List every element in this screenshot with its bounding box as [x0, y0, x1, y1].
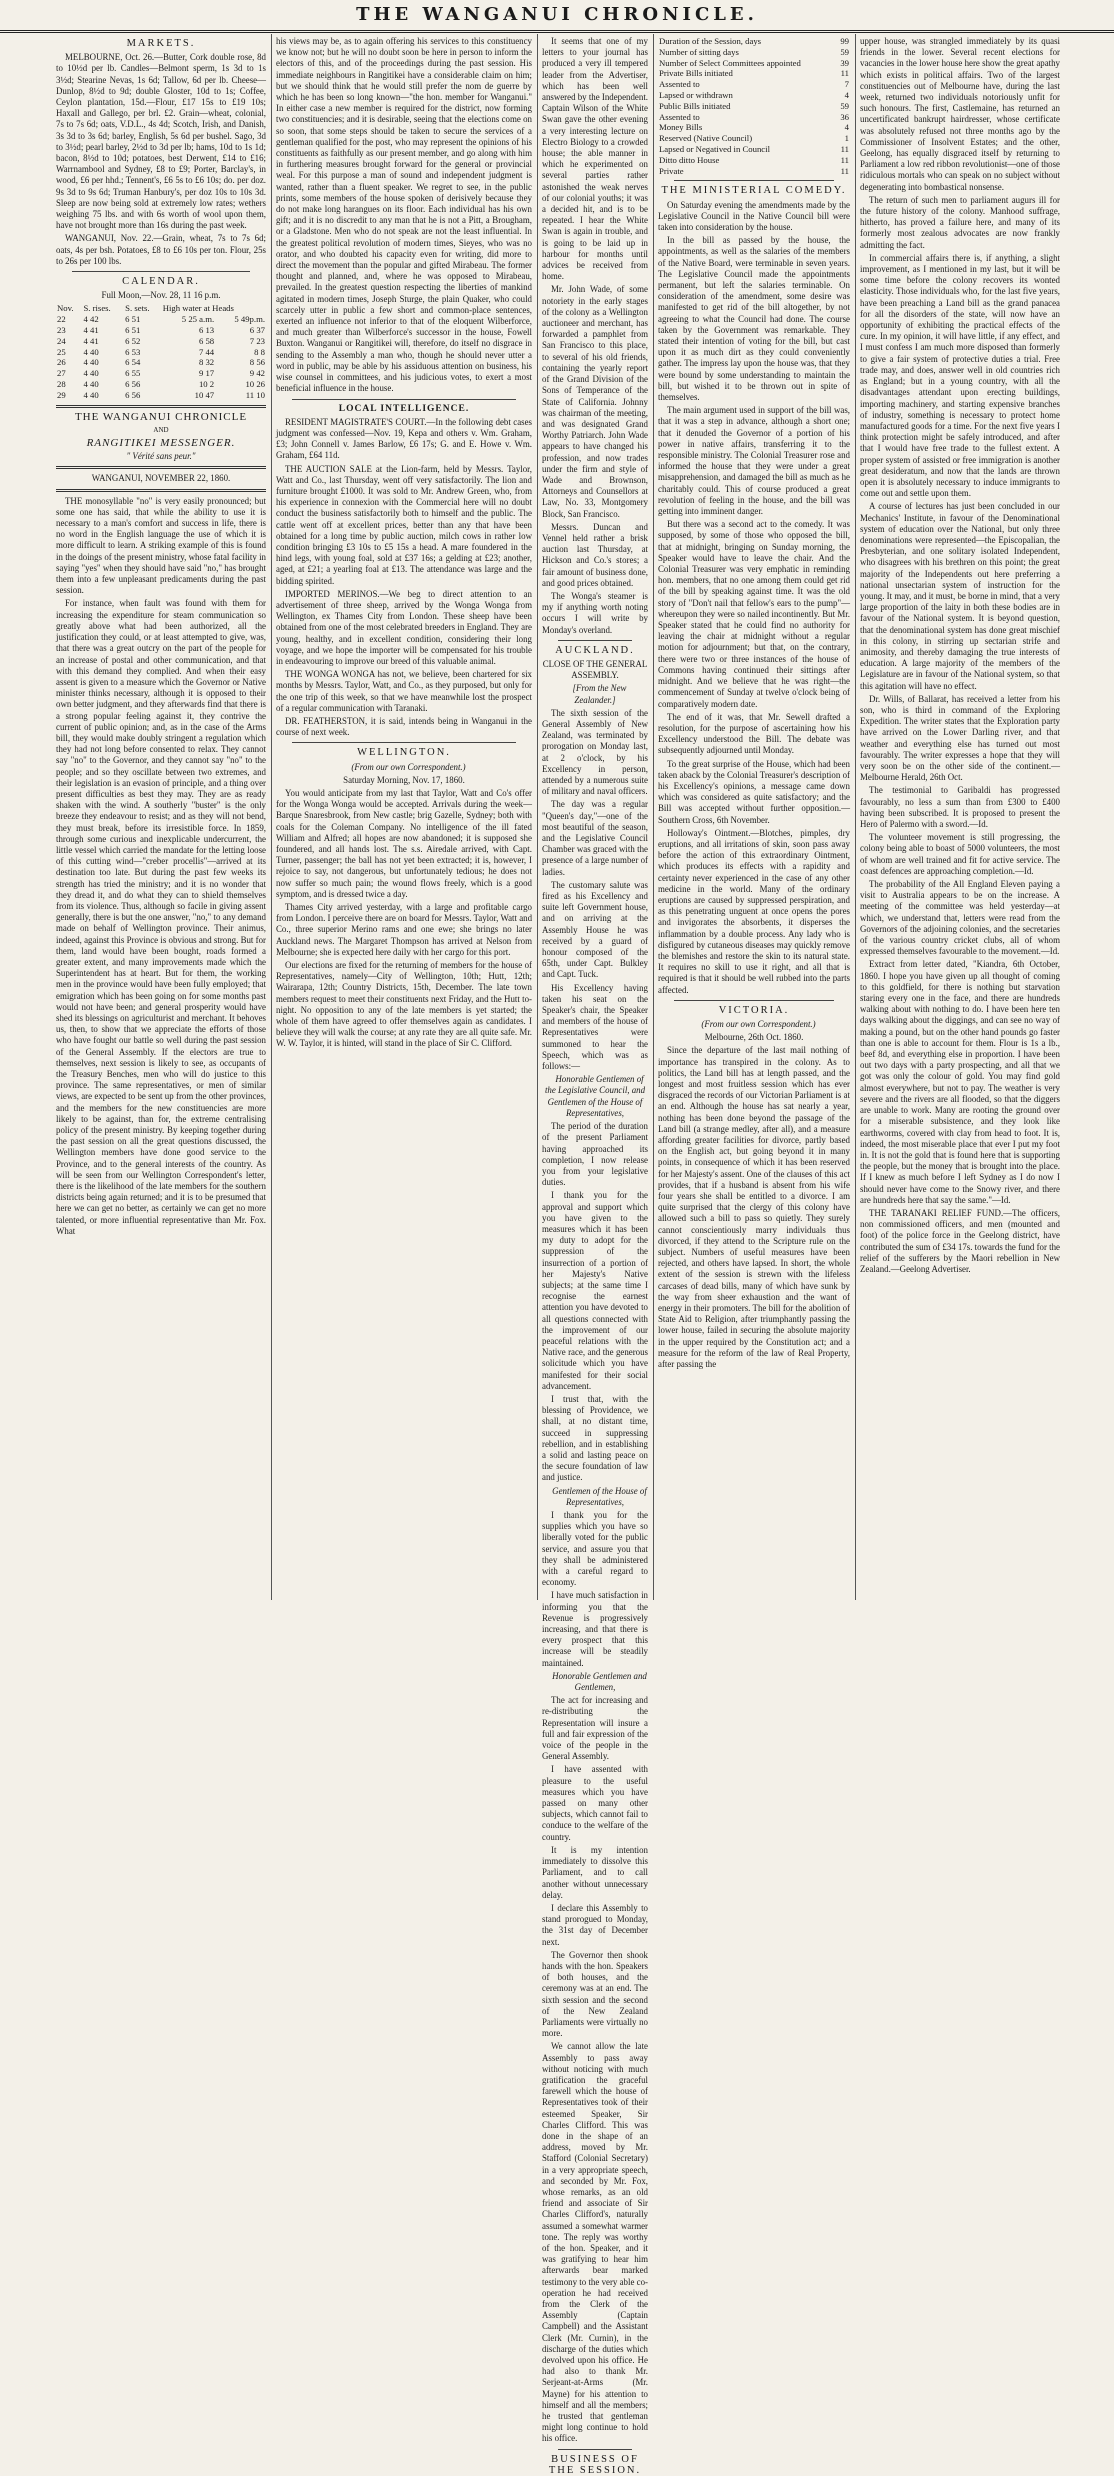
calendar-cell: 8 32 [198, 357, 215, 368]
wellington-paragraph: It seems that one of my letters to your journal has produced a very ill tempered leader from the Advertiser, which has been well answered by the Independent. Captain Wilson of the White Swan gave the other evening a very interesting lecture on Electro Biology to a crowded house; the able manner in which he experimented on several parties rather astonished the weak nerves of our colonial youths; it was a decided hit, and is to be repeated. I hear the White Swan is again in trouble, and is going to be laid up in harbour for months until advices be received from home. [542, 36, 648, 282]
wellington-source: (From our own Correspondent.) [351, 761, 466, 772]
auckland-address: Honorable Gentlemen and Gentlemen, [552, 1670, 647, 1693]
business-label: Number of Select Committees appointed [659, 57, 801, 68]
wellington-paragraph: You would anticipate from my last that Taylor, Watt and Co's offer for the Wonga Wonga would be accepted. Arrivals during the week—Barque Snaresbrook, from New castle; brig Gazelle, Sydney; both with coals for the Coleman Company. No intelligence of the ill fated William and Alfred; all hopes are now abandoned; it is supposed she foundered, and all hands lost. The s.s. Airedale arrived, with Capt. Turner, passenger; the ball has not yet been extracted; it is, however, I rejoice to say, not dangerous, but unfortunately tedious; he does not now suffer so much pain; the wound flows freely, which is a good symptom, and is dressed twice a day. [276, 788, 532, 899]
calendar-row [56, 390, 266, 401]
auckland-subheading: CLOSE OF THE GENERAL ASSEMBLY. [542, 658, 648, 681]
calendar-row [56, 325, 266, 336]
victoria-heading: VICTORIA. [718, 1004, 790, 1016]
calendar-cell: 4 42 [83, 314, 99, 325]
markets-paragraph: WANGANUI, Nov. 22.—Grain, wheat, 7s to 7s 6d; oats, 4s per bsh. Potatoes, £8 to £6 10s per ton. Flour, 25s to 26s per 100 lbs. [56, 233, 266, 266]
business-value: 4 [844, 122, 849, 133]
divider [292, 399, 516, 400]
wellington-paragraph: Messrs. Duncan and Vennel held rather a brisk auction last Thursday, at Hickson and Co.'s stores; a fair amount of business done, and good prices obtained. [542, 521, 648, 588]
business-value: 99 [840, 36, 849, 46]
paper-subtitle: RANGITIKEI MESSENGER. [86, 437, 236, 450]
victoria-source: (From our own Correspondent.) [701, 1018, 816, 1029]
business-value: 39 [840, 57, 849, 68]
calendar-cell: 5 25 a.m. [181, 314, 215, 325]
business-label: Public Bills initiated [659, 100, 731, 111]
auckland-paragraph: I declare this Assembly to stand prorogued to Monday, the 31st day of December next. [542, 1902, 648, 1947]
auckland-paragraph: The period of the duration of the present Parliament having approached its completion, I now release you from your legislative duties. [542, 1121, 648, 1188]
moon-phase: Full Moon,—Nov. 28, 11 16 p.m. [101, 290, 221, 301]
calendar-cell: 6 37 [249, 325, 265, 336]
paper-title: THE WANGANUI CHRONICLE [74, 410, 248, 423]
business-row [658, 155, 850, 166]
paper-motto: " Vérité sans peur." [126, 451, 196, 462]
victoria-paragraph: Extract from letter dated, "Kiandra, 6th October, 1860. I hope you have given up all thought of coming to this goldfield, for there is nothing but starvation staring every one in the face, and there are hundreds walking about with nothing to do. I have been here ten days walking about the diggings, and can see no way of making a pound, but on the other hand pounds go faster than one is able to account for them. Flour is 1s a lb., beef 8d, and everything else in proportion. I have been out two days with a party prospecting, and all that we got was only the colour of gold. You may find gold almost everywhere, but not to pay. The weather is very severe and the rivers are all flooded, so that the diggers are unable to work. Many are rooting the ground over for a miserable subsistence, and they look like earthworms, covered with clay from head to foot. It is, indeed, the most miserable place that ever I put my foot in. It is not the gold that is found here that is supporting the people, but the money that is brought into the place. If I knew as much before I left Sydney as I do now I should never have come to the Snowy river, and there are hundreds here that say the same."—Id. [860, 959, 1060, 1205]
ministerial-paragraph: On Saturday evening the amendments made by the Legislative Council in the Native Council bill were taken into consideration by the house. [658, 199, 850, 232]
calendar-cell: 10 47 [194, 389, 215, 400]
business-row [658, 90, 850, 101]
auckland-paragraph: His Excellency having taken his seat on the Speaker's chair, the Speaker and members of the house of Representatives were summoned to hear the Speech, which was as follows:— [542, 982, 648, 1072]
masthead [0, 0, 1114, 33]
business-row [658, 36, 850, 47]
auckland-paragraph: We cannot allow the late Assembly to pass away without noticing with much gratification the graceful farewell which the house of Representatives took of their esteemed Speaker, Sir Charles Clifford. This was done in the shape of an address, moved by Mr. Stafford (Colonial Secretary) in a very appropriate speech, and seconded by Mr. Fox, whose remarks, as an old friend and associate of Sir Charles Clifford's, naturally assumed a somewhat warmer tone. The reply was worthy of the hon. Speaker, and it was gratifying to hear him afterwards bear marked testimony to the very able co-operation he had received from the Clerk of the Assembly (Captain Campbell) and the Assistant Clerk (Mr. Curnin), in the discharge of the duties which devolved upon his office. He had also to thank Mr. Serjeant-at-Arms (Mr. Mayne) for his attention to himself and all the members; he trusted that gentleman might long continue to hold his office. [542, 2041, 648, 2444]
business-label: Money Bills [659, 122, 703, 133]
divider [72, 271, 250, 272]
business-label: Private [659, 165, 684, 176]
calendar-cell: 7 23 [249, 335, 265, 346]
business-row [658, 122, 850, 133]
calendar-header: Nov. [57, 303, 74, 314]
victoria-paragraph: The testimonial to Garibaldi has progressed favourably, no less a sum than from £300 to £400 having been subscribed. It is proposed to present the Hero of Palermo with a sword.—Id. [860, 785, 1060, 830]
column-rule [271, 34, 272, 1600]
auckland-address: Gentlemen of the House of Representatives, [552, 1485, 647, 1507]
business-value: 1 [844, 133, 849, 144]
ministerial-heading: THE MINISTERIAL COMEDY. [661, 185, 847, 197]
auckland-paragraph: I trust that, with the blessing of Providence, we shall, at no distant time, succeed in suppressing rebellion, and in establishing a solid and lasting peace on the secure foundation of law and justice. [542, 1393, 648, 1483]
calendar-row [56, 357, 266, 368]
business-value: 11 [840, 68, 849, 79]
business-label: Assented to [659, 111, 700, 122]
calendar-cell: 25 [57, 346, 66, 357]
victoria-paragraph: The return of such men to parliament augurs ill for the future history of the colony. Manhood suffrage, hitherto, has proved a failure here, and many of its formerly most zealous advocates are now frankly admitting the fact. [860, 194, 1060, 250]
calendar-cell: 22 [57, 314, 66, 325]
business-value: 59 [840, 100, 849, 111]
calendar-cell: 4 40 [83, 379, 99, 390]
calendar-row [56, 379, 266, 390]
wellington-paragraph: Our elections are fixed for the returning of members for the house of Representatives, namely—City of Wellington, 10th; Hutt, 12th; Wairarapa, 12th; Country Districts, 15th, December. The late town members request to meet their constituents next Friday, and the Hutt to-night. No opposition to any of the late members is yet started; the whole of them have agreed to offer themselves again as candidates. I believe they will walk the course; at any rate they are all quite safe. Mr. W. W. Taylor, it is hinted, will stand in the place of Sir C. Clifford. [276, 960, 532, 1049]
calendar-cell: 29 [57, 389, 66, 400]
business-value: 36 [840, 111, 849, 122]
business-label: Lapsed or withdrawn [659, 89, 733, 100]
auckland-address: Honorable Gentlemen of the Legislative Council, and Gentlemen of the House of Representatives, [544, 1074, 646, 1118]
calendar-cell: 5 49p.m. [234, 314, 265, 325]
divider [56, 489, 266, 492]
business-row [658, 101, 850, 112]
business-value: 4 [844, 89, 849, 100]
business-row [658, 112, 850, 123]
calendar-cell: 11 10 [245, 389, 265, 400]
divider [558, 640, 632, 641]
victoria-dateline: Melbourne, 26th Oct. 1860. [704, 1032, 804, 1043]
business-heading: BUSINESS OF THE SESSION. [548, 2453, 642, 2476]
calendar-cell: 4 40 [83, 346, 99, 357]
wellington-paragraph: The Wonga's steamer is my if anything worth noting occurs I will write by Monday's overland. [542, 590, 648, 635]
column-2 [276, 36, 532, 1600]
business-label: Lapsed or Negatived in Council [659, 143, 770, 154]
ministerial-paragraph: To the great surprise of the House, which had been taken aback by the Colonial Treasurer's description of his Excellency's opinions, a message came down which was considered as quite satisfactory; and the Bill was accepted without further opposition.—Southern Cross, 6th November. [658, 758, 850, 825]
victoria-paragraph: The probability of the All England Eleven paying a visit to Australia appears to be on the increase. A meeting of the committee was held yesterday—at which, we understand that, letters were read from the Governors of the adjoining colonies, and the secretaries of the various country cricket clubs, all of whom expressed themselves favourable to the movement.—Id. [860, 879, 1060, 957]
ministerial-paragraph: In the bill as passed by the house, the appointments, as well as the salaries of the members of the Native Board, were terminable in seven years. The Legislative Council made the appointments permanent, but left the salaries terminable. On consideration of the amendment, some desire was manifested to get rid of the bill altogether, by not agreeing to what the Council had done. The course taken by the Government was remarkable. They stated their intention of voting for the bill, but cast upon it as much dirt as they could conveniently gather. The impress lay upon the house was, that they were bound by some understanding to maintain the bill, but wished it to be thrown out in spite of themselves. [658, 235, 850, 403]
calendar-cell: 4 40 [83, 357, 99, 368]
business-row [658, 68, 850, 79]
calendar-header: S. rises. [83, 303, 111, 314]
business-label: Duration of the Session, days [659, 36, 762, 46]
calendar-row [56, 336, 266, 347]
column-1 [56, 36, 266, 1600]
auckland-paragraph: The sixth session of the General Assembly of New Zealand, was terminated by prorogation on Monday last, at 2 o'clock, by his Excellency in person, attended by a numerous suite of military and naval officers. [542, 707, 648, 797]
ministerial-paragraph: The main argument used in support of the bill was, that it was a step in advance, although a short one; that it denuded the Governor of a portion of his power in native affairs, transferring it to the responsible ministry. The Colonial Treasurer rose and informed the house that they were under a great misapprehension, and damaged the bill as much as he charitably could. This of course produced a great revolution of feeling in the house, and the bill was getting into imminent danger. [658, 405, 850, 517]
local-paragraph: IMPORTED MERINOS.—We beg to direct attention to an advertisement of three sheep, arrived by the Wonga Wonga from Wellington, ex Thames City from London. These sheep have been obtained from one of the most celebrated breeders in England. They are young, healthy, and in excellent condition, considering their long voyage, and we hope the importer will be compensated for his trouble in endeavouring to improve our breed of this valuable animal. [276, 588, 532, 666]
auckland-paragraph: It is my intention immediately to dissolve this Parliament, and to call another without unnecessary delay. [542, 1844, 648, 1900]
calendar-cell: 6 56 [125, 379, 141, 390]
business-value: 11 [840, 143, 849, 154]
masthead-title: THE WANGANUI CHRONICLE. [356, 4, 758, 25]
calendar-cell: 4 40 [83, 389, 99, 400]
calendar-cell: 9 42 [249, 368, 265, 379]
divider [674, 180, 834, 181]
business-row [658, 166, 850, 177]
business-row [658, 58, 850, 69]
business-label: Number of sitting days [659, 46, 739, 57]
victoria-paragraph: The volunteer movement is still progressing, the colony being able to boast of 5000 volunteers, the most of whom are well trained and fit for active service. The coast defences are approaching completion.—Id. [860, 832, 1060, 876]
wellington-paragraph: Mr. John Wade, of some notoriety in the early stages of the colony as a Wellington auctioneer and merchant, has forwarded a pamphlet from San Francisco to this place, to several of his old friends, containing the yearly report of the Grand Division of the Sons of Temperance of the State of California. Johnny was chairman of the meeting, and was designated Grand Worthy Patriarch. John Wade appears to have changed his profession, and now trades under the firm and style of Wade and Brownson, Attorneys and Counsellors at Law, No. 33, Montgomery Block, San Francisco. [542, 284, 648, 519]
column-rule [855, 34, 856, 1600]
wellington-heading: WELLINGTON. [357, 747, 451, 759]
column-4 [658, 36, 850, 1600]
calendar-cell: 6 56 [125, 389, 141, 400]
calendar-table [56, 303, 266, 400]
auckland-paragraph: The act for increasing and re-distributing the Representation will insure a full and fair expression of the voice of the people in the General Assembly. [542, 1695, 648, 1762]
calendar-row [56, 347, 266, 358]
business-label: Assented to [659, 79, 700, 90]
calendar-row [56, 368, 266, 379]
local-paragraph: RESIDENT MAGISTRATE'S COURT.—In the following debt cases judgment was confessed—Nov. 19, Kepa and others v. Wm. Graham, £3; John Connell v. James Barlow, £6 17s; G. and E. Howe v. Wm. Graham, £64 11d. [276, 416, 532, 461]
calendar-row [56, 314, 266, 325]
auckland-paragraph: I thank you for the approval and support which you have given to the measures which it has been my duty to adopt for the suppression of the insurrection of a portion of her Majesty's Native subjects; at the same time I recognise the earnest attention you have devoted to all questions connected with the improvement of our peaceful relations with the Native race, and the generous solicitude which you have manifested for their social advancement. [542, 1190, 648, 1391]
calendar-cell: 10 26 [245, 379, 265, 390]
column-rule [537, 34, 538, 1600]
column-5 [860, 36, 1060, 1600]
wellington-dateline: Saturday Morning, Nov. 17, 1860. [343, 774, 465, 785]
business-value: 11 [840, 154, 849, 165]
calendar-cell: 28 [57, 379, 66, 390]
column-rule [653, 34, 654, 1600]
wellington-paragraph: Thames City arrived yesterday, with a large and profitable cargo from London. I perceive there are on board for Messrs. Taylor, Watt and Co., three superior Merino rams and one ewe; she brings no later Auckland news. The Margaret Thompson has arrived at Nelson from Melbourne; she is expected here daily with her cargo for this port. [276, 902, 533, 957]
divider [56, 405, 266, 408]
victoria-paragraph: In commercial affairs there is, if anything, a slight improvement, as I mentioned in my last, but it will be some time before the colony recovers its wonted elasticity. Those individuals who, for the last five years, have been preaching a Land bill as the grand panacea for all the disorders of the state, will now have an opportunity of exhibiting the practical effects of the cure. In my opinion, it will have little, if any effect, and I must confess I am much more disposed than formerly to give a fair system of protective duties a trial. Free trade may, and does, answer well in old countries rich as England; but in a young country, with all the disadvantages attendant upon erecting buildings, importing machinery, and starting expensive branches of industry, something is necessary to protect home manufactured goods for a time. For the next five years I think protection might be safely introduced, and after that I would have free trade to the fullest extent. A proper system of assisted or free immigration is another great desideratum, and now that the lands are thrown open it is absolutely necessary to induce immigrants to come out and settle upon them. [860, 252, 1060, 499]
calendar-cell: 6 58 [198, 335, 215, 346]
calendar-cell: 23 [57, 325, 66, 336]
business-row [658, 47, 850, 58]
auckland-paragraph: The Governor then shook hands with the hon. Speakers of both houses, and the ceremony was at an end. The sixth session and the second of the New Zealand Parliaments were virtually no more. [542, 1949, 648, 2039]
leader-paragraph: THE monosyllable "no" is very easily pronounced; but some one has said, that while the ability to use it is necessary to a man's comfort and success in life, there is no word in the English language the use of which it is more difficult to learn. A striking example of this is found in the doings of the present ministry, whose fatal facility in saying "yes" when they should have said "no," has brought them into a few unpleasant predicaments during the past session. [56, 495, 266, 596]
business-label: Ditto ditto House [659, 154, 720, 165]
column-3 [542, 36, 648, 2476]
leader-paragraph: For instance, when fault was found with them for increasing the expenditure for steam communication so greatly above what had been authorized, all the justification they could, or at least attempted to give, was, that there was a great outcry on the part of the people for an increase of postal and other communication, and that with this demand they complied. And when their easy assent is given to a measure which the Governor or Native minister thinks necessary, although it is opposed to their own better judgment, and they afterwards find that there is a strong popular feeling against it, they contrive the current of public opinion; and, as in the case of the Arms bill, they would make doubly stringent a regulation which they had not long before consented to relax. They cannot say "no" to the Governor, and they cannot say "no" to the people; and so they oscillate between two extremes, and their legislation is an evasion of principle, and a thing over present difficulties as best they may. They are as ready shaken with the wind. A southerly "buster" is the only breeze they endeavour to resist; and as they will not bend, they must break, before its irresistible force. In 1859, through some curious and inexplicable undercurrent, the little vessel which carried the mandate for the letting loose of this cutting wind—"creber procellis"—arrived at its destination too late. But during the past few weeks its strength has tried the ministry; and it is no wonder that they dread it, and do what they can to shield themselves from its violence. Thus, although so facile in giving assent generally, there is but the one answer, "no," to any demand made on behalf of Wellington province. Their animus, indeed, against this Province is obvious and strong. But for them, land would have been bought, roads formed a greater extent, and many improvements made which the Superintendent has at heart. But for them, the working men in the province would have been fully employed; that emigration which has been going on for some months past would not have been; and general prosperity would have shed its blessings on agriculturist and merchant. It behoves us, then, to show that we appreciate the efforts of those who have fought our battle so well during the past session of the General Assembly. If the electors are true to themselves, next session is likely to see, as occupants of the Treasury Benches, men who will do justice to this province. The same representatives, or men of similar views, are expected to be sent up from the other provinces, and the members for the new constituencies are more likely to be against, than for, the extreme centralising policy of the present ministry. By keeping together during the past session on all the great questions discussed, the Wellington members have done good service to the Province, and to the general interests of the country. As will be seen from our Wellington Correspondent's letter, there is the likelihood of the late members for the southern districts being again returned; and it is to be presumed that here we can get no better, as certainly we can get no more talented, or more influential representative than Mr. Fox. What [56, 598, 266, 1236]
ministerial-paragraph: But there was a second act to the comedy. It was supposed, by some of those who opposed the bill, that at midnight, bringing on Sunday morning, the Speaker would have to leave the chair. And the Colonial Treasurer was very emphatic in reminding hon. members, that no one among them could get rid of the bill by speaking against time. It was the old story of "Don't nail that fellow's ears to the pump"—whereupon they were so nailed incontinently. But Mr. Speaker stated that he could find no authority for leaving the chair at midnight without a regular motion for adjournment; but that, on the contrary, there were two or three instances of the house of Commons having continued their sittings after midnight. And we believe that he was right—the commencement of Sunday at twelve o'clock being of comparatively modern date. [658, 519, 850, 709]
calendar-cell: 4 41 [83, 325, 99, 336]
calendar-cell: 27 [57, 368, 66, 379]
calendar-cell: 10 2 [198, 379, 215, 390]
calendar-header-row [56, 303, 266, 314]
business-row [658, 79, 850, 90]
calendar-heading: CALENDAR. [122, 276, 200, 288]
calendar-header: High water at Heads [162, 303, 234, 314]
local-heading: LOCAL INTELLIGENCE. [338, 403, 470, 414]
calendar-cell: 6 52 [125, 335, 141, 346]
business-label: Reserved (Native Council) [659, 133, 753, 144]
victoria-paragraph: Since the departure of the last mail nothing of importance has transpired in the colony. As to politics, the Land bill has at length passed, and the longest and most fruitless session which has ever disgraced the records of our Victorian Parliament is at an end. Although the house has sat nearly a year, nothing has been done beyond the passage of the Land bill (a strange medley, after all), and a measure affording greater facilities for divorce, partly based on the English act, but going beyond it in many points, in consequence of which it has been reserved for her Majesty's assent. One of the clauses of this act provides, that if a husband is absent from his wife four years she shall be entitled to a divorce. I am quite surprised that the clergy of this colony have allowed such a bill to pass so quietly. They surely cannot conscientiously marry individuals thus divorced, if they attend to the Scripture rule on the subject. Numbers of useful measures have been rejected, and others have lapsed. In short, the whole extent of the session is strewn with the lifeless carcases of dead bills, many of which have sunk by the way from sheer exhaustion and the want of energy in their promoters. The bill for the abolition of State Aid to Religion, after triumphantly passing the lower house, failed in securing the absolute majority in the upper required by the Constitution act; and a measure for the reform of the law of Real Property, after passing the [658, 1045, 850, 1370]
auckland-paragraph: I have much satisfaction in informing you that the Revenue is progressively increasing, and that there is every prospect that this increase will be steadily maintained. [542, 1590, 648, 1668]
calendar-cell: 6 51 [125, 325, 141, 336]
calendar-cell: 6 51 [125, 314, 141, 325]
calendar-cell: 6 54 [125, 357, 141, 368]
auckland-paragraph: I thank you for the supplies which you have so liberally voted for the public service, and assure you that they shall be administered with a careful regard to economy. [542, 1510, 648, 1588]
business-row [658, 144, 850, 155]
calendar-cell: 8 56 [249, 357, 265, 368]
local-paragraph: THE WONGA WONGA has not, we believe, been chartered for six months by Messrs. Taylor, Watt, and Co., as they purposed, but only for the one trip of this week, so that we have meanwhile lost the prospect of a regular communication with Taranaki. [276, 669, 532, 713]
victoria-paragraph: Dr. Wills, of Ballarat, has received a letter from his son, who is third in command of the Exploring Expedition. The writer states that the Exploration party have arrived on the Lower Darling river, and that weather and everything else has turned out most favourably. The writer expresses a hope that they will very soon be on the other side of the continent.—Melbourne Herald, 26th Oct. [860, 693, 1060, 783]
markets-paragraph: MELBOURNE, Oct. 26.—Butter, Cork double rose, 8d to 10½d per lb. Candles—Belmont sperm, 1s 3d to 1s 3½d; Stearine Nevas, 1s 6d; Tallow, 6d per lb. Cheese—Dunlop, 8½d to 9d; double Gloster, 10d to 1s; Coffee, Ceylon plantation, 15d.—Flour, £17 15s to £19 10s; Haxall and Gallego, per brl. £2. Grain—wheat, colonial, 7s to 7s 6d; oats, V.D.L., 4s 4d; Scotch, Irish, and Danish, 3s 3d to 3s 6d; barley, English, 5s 6d per bushel. Sago, 3d to 3½d; pearl barley, 2½d to 3d per lb; hams, 10d to 1s 1d; bacon, 8½d to 10d; potatoes, best Derwent, £14 to £16; Warrnambool and Sydney, £8 to £9; Porter, Barclay's, in wood, £6 per hhd.; Tennent's, £6 5s to £6 10s; do. per doz. 9s 3d to 9s 6d; Truman Hanbury's, per doz 10s to 10s 3d. Sleep are now being sold at extremely low rates; wethers weighing 75 lbs. and with 6s worth of wool upon them, have not brought more than 16s during the past week. [56, 52, 266, 231]
local-paragraph: THE AUCTION SALE at the Lion-farm, held by Messrs. Taylor, Watt and Co., last Thursday, went off very satisfactorily. The lion and furniture brought £1000. It was sold to Mr. Andrew Green, who, from his experience in connexion with the Commercial here will no doubt conduct the business satisfactorily both to himself and the public. The cattle went off at excellent prices, better than any that have been obtained for a long time by public auction, milch cows in rather low condition bringing £3 10s to £5 15s a head. A mare foundered in the hind legs, with young foal, sold at £37 16s; a gelding at £23; another, aged, at £21; a yearling foal at £13. The attendance was large and the bidding spirited. [276, 463, 532, 586]
holloway-advert: Holloway's Ointment.—Blotches, pimples, dry eruptions, and all irritations of skin, soon pass away before the action of this extraordinary Ointment, which produces its effects with a rapidity and certainty never experienced in the case of any other medicine in the world. Many of the ordinary eruptions are caused by suppressed perspiration, and as this penetrating unguent at once opens the pores and invigorates the absorbents, it disperses the inflammation by a double process. Any lady who is disfigured by cutaneous diseases may quickly remove the blemishes and restore the skin to its natural state. It requires no skill to use it right, and all that is required is that it should be well rubbed into the parts affected. [658, 827, 850, 995]
divider [56, 466, 266, 469]
auckland-source: [From the New Zealander.] [572, 683, 627, 705]
business-table [658, 36, 850, 176]
calendar-cell: 6 55 [125, 368, 141, 379]
taranaki-relief-paragraph: THE TARANAKI RELIEF FUND.—The officers, non commissioned officers, and men (mounted and foot) of the police force in the Geelong district, have contributed the sum of £34 17s. towards the fund for the relief of the sufferers by the Maori rebellion in New Zealand.—Geelong Advertiser. [860, 1207, 1060, 1274]
markets-heading: MARKETS. [126, 38, 196, 49]
auckland-paragraph: I have assented with pleasure to the useful measures which you have passed on many other subjects, which cannot fail to conduce to the welfare of the country. [542, 1764, 648, 1842]
calendar-cell: 8 8 [254, 346, 265, 357]
paper-dateline: WANGANUI, NOVEMBER 22, 1860. [91, 473, 231, 484]
calendar-cell: 6 13 [198, 325, 215, 336]
calendar-cell: 24 [57, 335, 66, 346]
calendar-cell: 9 17 [198, 368, 215, 379]
business-value: 59 [840, 46, 849, 57]
auckland-paragraph: The day was a regular "Queen's day,"—one of the most beautiful of the season, and the Legislative Council Chamber was graced with the presence of a large number of ladies. [542, 799, 648, 877]
calendar-cell: 4 40 [83, 368, 99, 379]
business-value: 7 [844, 79, 849, 90]
divider [674, 1000, 834, 1001]
victoria-paragraph: A course of lectures has just been concluded in our Mechanics' Institute, in favour of the Denominational system of education over the National, but only three denominations were represented—the Episcopalian, the Presbyterian, and one solitary isolated Independent, who disagrees with his brethren on this point; the great majority of the Independents out here preferring a national unsectarian system of instruction for the young. It may, and it must, be borne in mind, that a very large proportion of the laity in both these bodies are in favour of the National system. It is beyond question, that the denominational system has done great mischief in this colony, in stirring up sectarian strife and animosity, and thereby damaging the true interests of education. A large majority of the members of the Legislature are in favour of the National system, so that this agitation will have no effect. [860, 501, 1060, 691]
business-row [658, 133, 850, 144]
paper-and: AND [153, 425, 169, 434]
business-value: 11 [840, 165, 849, 176]
calendar-cell: 7 44 [198, 346, 215, 357]
calendar-cell: 4 41 [83, 335, 99, 346]
divider [558, 2449, 632, 2450]
calendar-cell: 26 [57, 357, 66, 368]
auckland-heading: AUCKLAND. [555, 644, 635, 656]
auckland-paragraph: The customary salute was fired as his Excellency and suite left Government house, and on arriving at the Assembly House he was received by a guard of honour composed of the 65th, under Capt. Bulkley and Capt. Tuck. [542, 879, 648, 980]
ministerial-paragraph: The end of it was, that Mr. Sewell drafted a resolution, for the purpose of ascertaining how his Excellency understood the Bill. The debate was subsequently adjourned until Monday. [658, 711, 850, 756]
calendar-cell: 6 53 [125, 346, 141, 357]
calendar-header: S. sets. [125, 303, 150, 314]
leader-continued: his views may be, as to again offering his services to this constituency we know not; but he will no doubt soon be here in person to inform the electors of this, and of the proceedings during the past session. His immediate neighbours in Rangitikei have a considerable claim on him; but we should think that he would still prefer the nom de guerre by which he has been so long known—"the hon. member for Wanganui." In either case a new member is required for the district, now forming two constituencies; and it is desirable, seeing that the elections come on so soon, that some steps should be taken to secure the services of a gentleman qualified for the post, who may represent the opinions of his constituents as faithfully as our present member, and go along with him in furthering measures brought forward for the general or provincial weal. For this purpose a man of sound and independent judgment is wanted, rather than a fluent speaker. We regret to see, in the public prints, some members of the house spoken of derisively because they do not make long harangues on its floor. Each individual has his own gift; and it is no discredit to any man that he is not a Pitt, a Brougham, or a Gladstone. Men who do not speak are not the least influential. In the greatest political revolution of modern times, Sieyes, who was no orator, and who doubted his capacity even for writing, did more to direct the movement than the popular and gifted Mirabeau. The former thought and planned, and, where he was opposed to Mirabeau, prevailed. In the greatest question respecting the liberties of mankind agitated in modern times, Joseph Sturge, the plain Quaker, who could scarcely utter in public a few short and common-place sentences, exerted an influence not inferior to that of the eloquent Wilberforce, and much greater than Wilberforce's successor in the house, Fowell Buxton. Wanganui or Rangitikei will, therefore, do itself no disgrace in sending to the Assembly a man who, though he should never utter a word in public, may be able by his assiduous attention on business, his wise counsel in committees, and his judicious votes, to exert a most beneficial influence in the house. [276, 36, 532, 394]
business-label: Private Bills initiated [659, 68, 733, 79]
local-paragraph: DR. FEATHERSTON, it is said, intends being in Wanganui in the course of next week. [276, 715, 532, 738]
divider [292, 742, 516, 743]
victoria-paragraph: upper house, was strangled immediately by its quasi friends in the lower. Several recent elections for vacancies in the lower house here show the great apathy which exists in political affairs. Two of the largest constituencies out of Melbourne have, during the last week, returned two individuals notoriously unfit for such honours. The first, Castlemaine, has returned an uncertificated bankrupt hairdresser, whose certificate was absolutely refused not three months ago by the Commissioner of Insolvent Estates; and the other, Geelong, has equally disgraced itself by returning to Parliament a low red ribbon revolutionist—one of those ridiculous mortals who can speak on no subject without degenerating into bombastical nonsense. [860, 36, 1060, 192]
